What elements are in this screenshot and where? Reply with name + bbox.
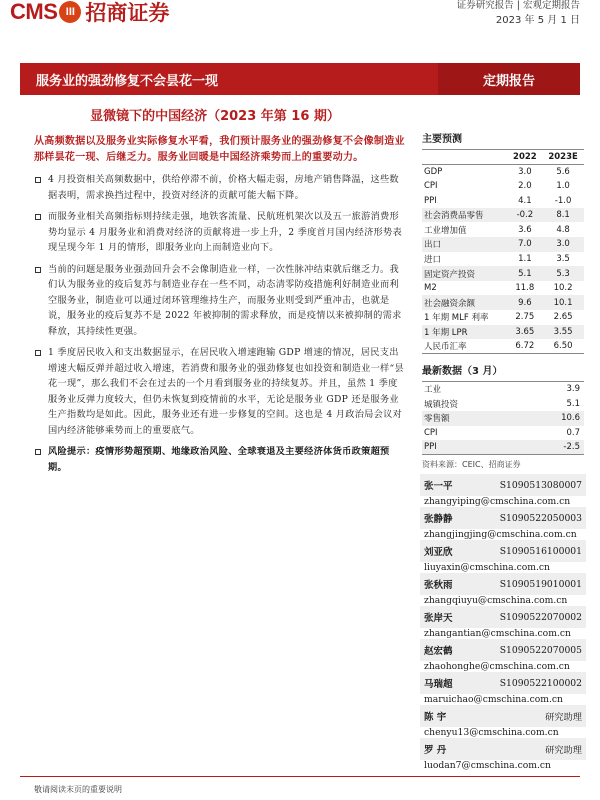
row-label: 社会消费品零售 <box>422 208 508 223</box>
row-label: 工业 <box>424 385 442 396</box>
bullet-text: 而服务业相关高频指标则持续走强，地铁客流量、民航班机架次以及五一旅游消费形势均显示 4 月服务业和消费对经济的贡献将进一步上升，2 季度首月国内经济形势表现呈现今年 1 月的情形，即服务业向上而制造业向下。 <box>48 211 403 253</box>
table-row <box>422 193 584 208</box>
value-2023e: 8.1 <box>542 208 584 223</box>
row-value: 5.1 <box>566 398 580 409</box>
bullet-text: 当前的问题是服务业强劲回升会不会像制造业一样，一次性脉冲结束就后继乏力。我们认为服务业的疫后复苏与制造业存在一些不同，动态清零防疫措施利好制造业而利空服务业，制造业可以通过闭环管理维持生产，而服务业则受到严重冲击，也就是说，服务业的疫后复苏不是 2022 年被抑制的需求释放，而是疫情以来被抑制的需求释放，其持续性更强。 <box>48 263 402 337</box>
analyst-email[interactable]: luodan7@cmschina.com.cn <box>424 760 551 771</box>
sidebar <box>422 130 584 470</box>
value-2022: 3.6 <box>518 224 532 235</box>
bullet-square-icon <box>35 267 41 273</box>
table-row <box>422 222 584 237</box>
analyst-header <box>420 738 586 760</box>
analyst-name: 赵宏鹤 <box>424 646 453 657</box>
table-row <box>422 440 584 455</box>
forecast-col-header: 2023E <box>548 151 578 162</box>
table-row <box>422 382 584 397</box>
value-2022: 1.1 <box>518 253 532 264</box>
row-value: 0.7 <box>566 427 580 438</box>
row-label: CPI <box>424 427 438 438</box>
footer-note: 敬请阅读末页的重要说明 <box>34 785 122 794</box>
value-2022: 4.1 <box>518 195 532 206</box>
risk-warning <box>34 444 406 475</box>
analyst-name: 陈 宇 <box>424 712 447 723</box>
value-2023e: 5.6 <box>556 166 570 177</box>
analyst-header <box>420 573 586 595</box>
bullet-item <box>34 262 406 340</box>
table-row <box>422 411 584 426</box>
risk-text: 风险提示：疫情形势超预期、地缘政治风险、全球衰退及主要经济体货币政策超预期。 <box>48 446 390 473</box>
analyst-entry <box>420 738 586 771</box>
value-2022: 6.72 <box>515 341 535 352</box>
analyst-entry <box>420 507 586 540</box>
forecast-col-header: 2022 <box>513 151 537 162</box>
analyst-email[interactable]: zhangyiping@cmschina.com.cn <box>424 496 571 507</box>
value-2023e: -1.0 <box>554 195 572 206</box>
analyst-id: S1090513080007 <box>499 479 582 491</box>
title-bar <box>20 63 580 95</box>
analyst-id: S1090519010001 <box>499 578 582 590</box>
analyst-email[interactable]: zhangqiuyu@cmschina.com.cn <box>424 595 568 606</box>
value-2023e: 3.0 <box>542 237 584 252</box>
analyst-header <box>420 540 586 562</box>
analyst-header <box>420 639 586 661</box>
table-row <box>422 281 584 296</box>
value-2022: 2.0 <box>518 180 532 191</box>
analyst-email[interactable]: liuyaxin@cmschina.com.cn <box>424 562 550 573</box>
value-2022: 3.0 <box>518 166 532 177</box>
analyst-email[interactable]: zhangjingjing@cmschina.com.cn <box>424 529 577 540</box>
table-row <box>422 164 584 179</box>
value-2022: 5.1 <box>508 266 543 281</box>
logo-text-cn: 招商证券 <box>85 1 170 25</box>
analyst-name: 刘亚欣 <box>424 547 453 558</box>
analyst-entry <box>420 672 586 705</box>
analyst-id: S1090522100002 <box>499 677 582 689</box>
row-label: 工业增加值 <box>424 225 467 236</box>
table-row <box>422 396 584 411</box>
row-label: PPI <box>422 440 520 455</box>
row-label: 固定资产投资 <box>422 266 508 281</box>
table-row <box>422 237 584 252</box>
data-source-note: 资料来源：CEIC、招商证券 <box>422 460 521 470</box>
report-type: 证券研究报告 | 宏观定期报告 <box>456 0 580 11</box>
table-row <box>422 295 584 310</box>
forecast-table <box>422 149 584 354</box>
row-value: 10.6 <box>520 411 584 426</box>
table-row <box>422 339 584 354</box>
row-label: 出口 <box>422 237 508 252</box>
analyst-entry <box>420 573 586 606</box>
analyst-list <box>420 474 586 771</box>
analyst-role: 研究助理 <box>545 712 582 723</box>
analyst-header <box>420 705 586 727</box>
analyst-id: S1090516100001 <box>499 545 582 557</box>
bullet-square-icon <box>35 449 41 455</box>
analyst-name: 罗 丹 <box>424 745 447 756</box>
bullet-item <box>34 209 406 256</box>
analyst-entry <box>420 705 586 738</box>
analyst-email[interactable]: chenyu13@cmschina.com.cn <box>424 727 559 738</box>
bullet-square-icon <box>35 214 41 220</box>
value-2023e: 5.3 <box>542 266 584 281</box>
value-2023e: 3.5 <box>556 253 570 264</box>
analyst-entry <box>420 474 586 507</box>
row-value: 3.9 <box>566 384 580 395</box>
value-2023e: 4.8 <box>556 224 570 235</box>
bullet-item <box>34 172 406 203</box>
bullet-item <box>34 345 406 438</box>
row-label: 1 年期 LPR <box>422 325 508 340</box>
table-row <box>422 325 584 340</box>
value-2022: 7.0 <box>508 237 543 252</box>
analyst-id: S1090522070002 <box>499 611 582 623</box>
table-row <box>422 208 584 223</box>
row-label: CPI <box>424 180 438 191</box>
report-meta <box>457 0 580 27</box>
analyst-header <box>420 672 586 694</box>
row-label: 人民币汇率 <box>424 342 467 353</box>
bullet-text: 4 月投资相关高频数据中，供给停滞不前，价格大幅走弱，房地产销售降温，这些数据表明，需求换挡过程中，投资对经济的贡献可能大幅下降。 <box>48 174 399 201</box>
table-row <box>422 426 584 441</box>
row-label: M2 <box>424 283 437 294</box>
value-2022: -0.2 <box>508 208 543 223</box>
bullet-square-icon <box>35 350 41 356</box>
report-headline: 服务业的强劲修复不会昙花一现 <box>36 74 219 89</box>
analyst-email[interactable]: zhangantian@cmschina.com.cn <box>424 628 571 639</box>
bullet-square-icon <box>35 177 41 183</box>
table-row <box>422 179 584 194</box>
value-2023e: 2.65 <box>553 312 573 323</box>
row-label: 零售额 <box>422 411 520 426</box>
row-label: GDP <box>424 166 443 177</box>
analyst-email[interactable]: maruichao@cmschina.com.cn <box>424 694 563 705</box>
analyst-name: 马瑞超 <box>424 679 453 690</box>
forecast-heading: 主要预测 <box>422 134 462 145</box>
company-logo <box>10 0 169 24</box>
analyst-entry <box>420 606 586 639</box>
analyst-name: 张静静 <box>424 514 453 525</box>
value-2023e: 1.0 <box>556 180 570 191</box>
table-row <box>422 310 584 325</box>
row-label: PPI <box>424 195 437 206</box>
value-2022: 3.65 <box>508 325 543 340</box>
row-label: 进口 <box>424 254 442 265</box>
report-subtitle: 显微镜下的中国经济（2023 年第 16 期） <box>90 109 340 124</box>
analyst-entry <box>420 639 586 672</box>
row-label: 社会融资余额 <box>422 295 508 310</box>
logo-emblem-icon: III <box>59 1 81 23</box>
analyst-header <box>420 474 586 496</box>
summary-paragraph: 从高频数据以及服务业实际修复水平看，我们预计服务业的强劲修复不会像制造业那样昙花一现、后继乏力。服务业回暖是中国经济乘势而上的重要动力。 <box>34 136 405 163</box>
analyst-id: S1090522070005 <box>499 644 582 656</box>
analyst-name: 张一平 <box>424 481 453 492</box>
forecast-col-header <box>422 150 508 165</box>
bullet-text: 1 季度居民收入和支出数据显示，在居民收入增速跑输 GDP 增速的情况，居民支出增速大幅反弹并超过收入增速，若消费和服务业的强劲修复也如投资和制造业一样“昙花一现”，那么我们不会在过去的一个月看到服务业的持续复苏。并且，虽然 1 季度服务业反弹力度较大，但仍未恢复到疫情前的水平，无论是服务业 GDP 还是服务业生产指数均是如此。因此，服务业还有进一步修复的空间。这也是 4 月政治局会议对国内经济能够乘势而上的重要底气。 <box>48 347 405 436</box>
footer-divider <box>20 776 580 777</box>
latest-data-heading: 最新数据（3 月） <box>422 366 503 378</box>
row-label: 城镇投资 <box>424 399 459 410</box>
value-2023e: 6.50 <box>553 341 573 352</box>
value-2022: 11.8 <box>515 283 535 294</box>
row-label: 1 年期 MLF 利率 <box>424 313 489 324</box>
value-2023e: 10.1 <box>542 295 584 310</box>
report-category: 定期报告 <box>438 63 580 95</box>
logo-text-en: CMS <box>10 0 58 24</box>
value-2023e: 10.2 <box>553 283 573 294</box>
value-2022: 2.75 <box>515 312 535 323</box>
latest-data-table <box>422 381 584 455</box>
analyst-entry <box>420 540 586 573</box>
value-2023e: 3.55 <box>542 325 584 340</box>
row-value: -2.5 <box>520 440 584 455</box>
analyst-id: S1090522050003 <box>499 512 582 524</box>
analyst-name: 张秋雨 <box>424 580 453 591</box>
analyst-role: 研究助理 <box>545 745 582 756</box>
report-date: 2023 年 5 月 1 日 <box>495 15 580 26</box>
analyst-header <box>420 507 586 529</box>
main-content <box>34 134 406 481</box>
analyst-header <box>420 606 586 628</box>
table-row <box>422 266 584 281</box>
analyst-email[interactable]: zhaohonghe@cmschina.com.cn <box>424 661 570 672</box>
value-2022: 9.6 <box>508 295 543 310</box>
analyst-name: 张岸天 <box>424 613 453 624</box>
table-row <box>422 252 584 267</box>
